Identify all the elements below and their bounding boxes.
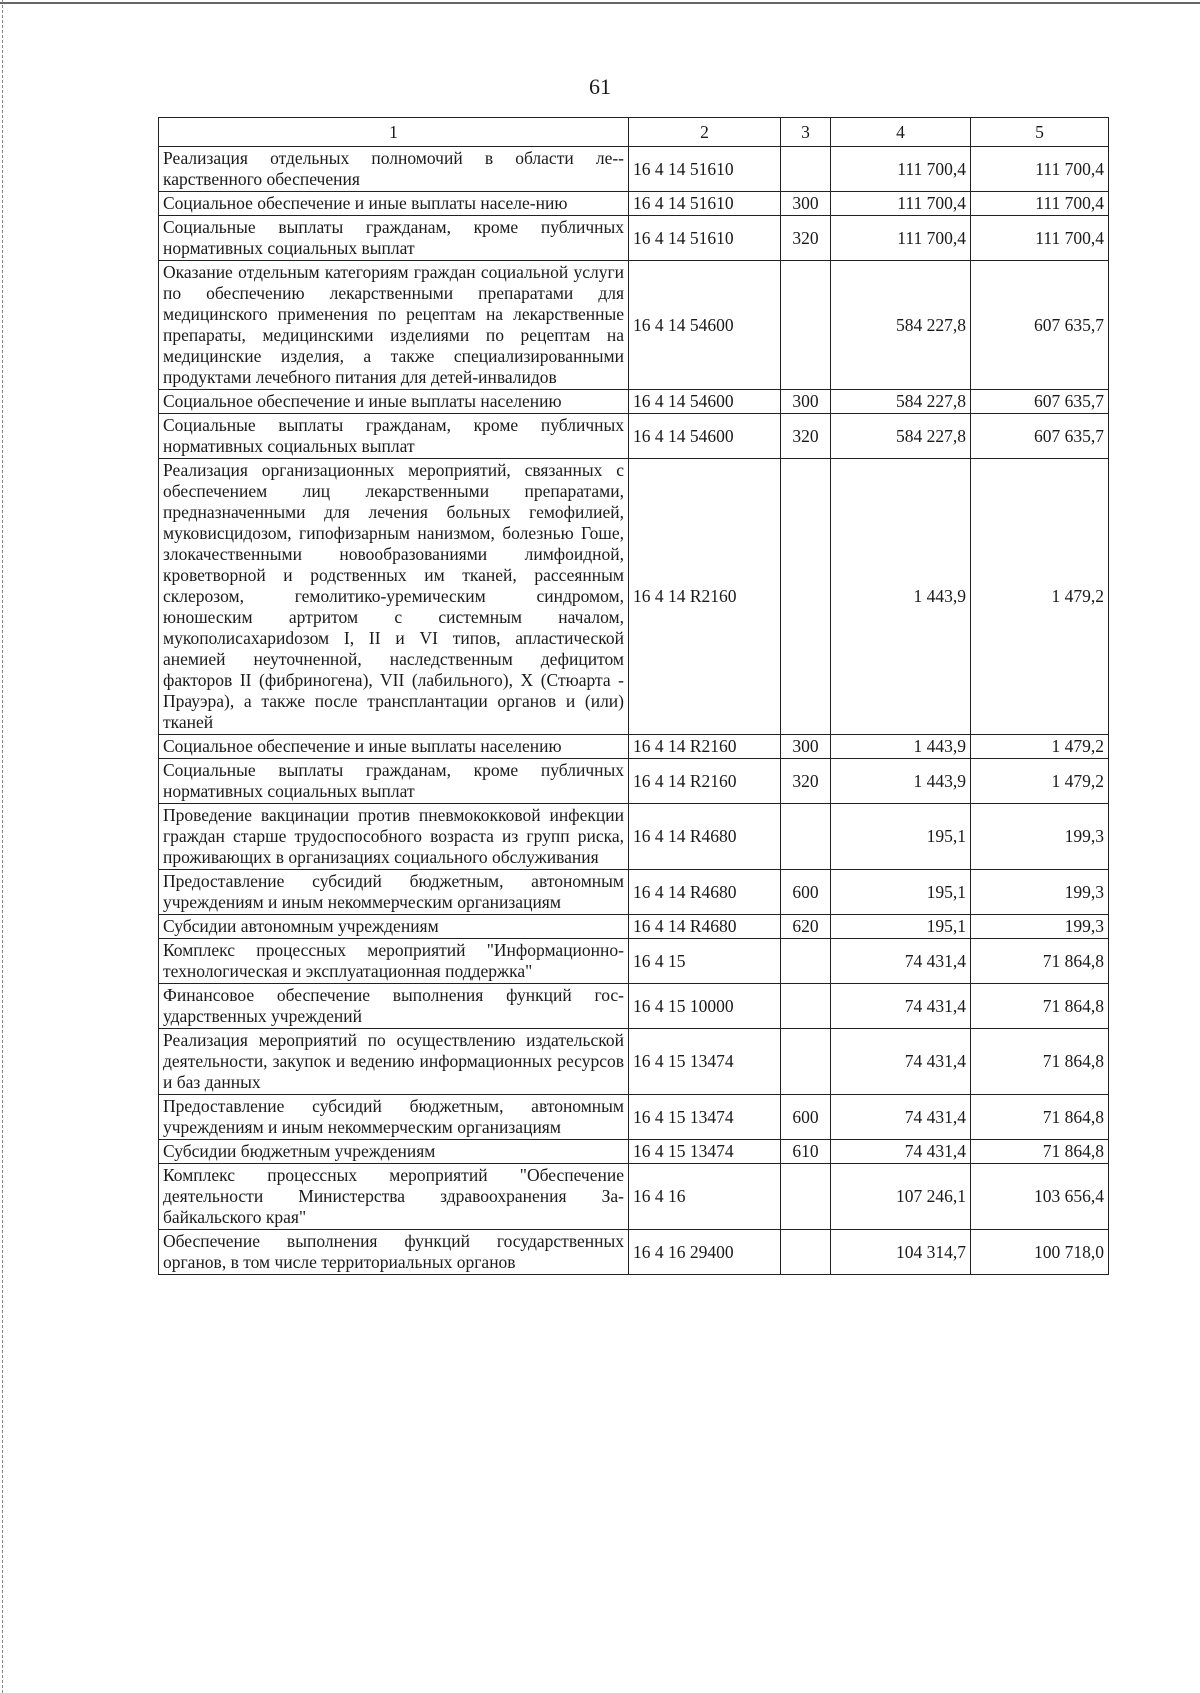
row-amount-year-2: 199,3 — [971, 915, 1109, 939]
row-amount-year-2: 71 864,8 — [971, 1140, 1109, 1164]
row-amount-year-1: 195,1 — [831, 804, 971, 870]
header-col-4: 4 — [831, 118, 971, 147]
row-name: Субсидии бюджетным учреждениям — [159, 1140, 629, 1164]
row-code: 16 4 14 54600 — [629, 261, 781, 390]
row-expense-type — [781, 804, 831, 870]
row-code: 16 4 14 54600 — [629, 414, 781, 459]
row-code: 16 4 16 29400 — [629, 1230, 781, 1275]
row-name: Обеспечение выполнения функций государственных органов, в том числе территориальных органов — [159, 1230, 629, 1275]
row-expense-type: 300 — [781, 390, 831, 414]
row-amount-year-2: 71 864,8 — [971, 984, 1109, 1029]
row-name: Комплекс процессных мероприятий "Обеспечение деятельности Министерства здравоохранения Забайкальского края" — [159, 1164, 629, 1230]
row-expense-type: 320 — [781, 414, 831, 459]
row-amount-year-2: 607 635,7 — [971, 414, 1109, 459]
row-amount-year-2: 100 718,0 — [971, 1230, 1109, 1275]
row-amount-year-2: 1 479,2 — [971, 459, 1109, 735]
row-amount-year-2: 71 864,8 — [971, 939, 1109, 984]
row-code: 16 4 14 R4680 — [629, 915, 781, 939]
row-code: 16 4 14 R2160 — [629, 735, 781, 759]
row-amount-year-2: 607 635,7 — [971, 261, 1109, 390]
row-name: Социальное обеспечение и иные выплаты населению — [159, 390, 629, 414]
row-amount-year-1: 74 431,4 — [831, 984, 971, 1029]
table-row — [159, 870, 1109, 915]
row-code: 16 4 16 — [629, 1164, 781, 1230]
row-name: Социальные выплаты гражданам, кроме публичных нормативных социальных выплат — [159, 216, 629, 261]
scan-left-edge — [2, 0, 3, 1693]
row-expense-type — [781, 1029, 831, 1095]
table-row — [159, 1029, 1109, 1095]
row-amount-year-2: 1 479,2 — [971, 759, 1109, 804]
row-amount-year-2: 1 479,2 — [971, 735, 1109, 759]
row-amount-year-1: 584 227,8 — [831, 390, 971, 414]
header-col-5: 5 — [971, 118, 1109, 147]
row-code: 16 4 14 R4680 — [629, 870, 781, 915]
table-row — [159, 147, 1109, 192]
table-body — [159, 147, 1109, 1275]
row-expense-type — [781, 1164, 831, 1230]
row-code: 16 4 15 — [629, 939, 781, 984]
table-row — [159, 984, 1109, 1029]
row-amount-year-2: 199,3 — [971, 804, 1109, 870]
row-expense-type — [781, 459, 831, 735]
row-name: Социальные выплаты гражданам, кроме публичных нормативных социальных выплат — [159, 414, 629, 459]
row-name: Реализация организационных мероприятий, связанных с обеспечением лиц лекарственными препаратами, предназначенными для лечения больных гемофилией, муковисцидозом, гипофизарным нанизмом, болезнью Гоше, злокачественными новообразованиями лимфоидной, кроветворной и родственных им тканей, рассеянным склерозом, гемолитико-уремическим синдромом, юношеским артритом с системным началом, мукополисахариdозом I, II и VI типов, апластической анемией неуточненной, наследственным дефицитом факторов II (фибриногена), VII (лабильного), X (Стюарта - Прауэра), а также после трансплантации органов и (или) тканей — [159, 459, 629, 735]
row-expense-type: 300 — [781, 735, 831, 759]
row-expense-type: 610 — [781, 1140, 831, 1164]
row-name: Предоставление субсидий бюджетным, автономным учреждениям и иным некоммерческим организациям — [159, 1095, 629, 1140]
header-col-1: 1 — [159, 118, 629, 147]
row-amount-year-1: 111 700,4 — [831, 192, 971, 216]
row-amount-year-2: 71 864,8 — [971, 1095, 1109, 1140]
budget-table — [158, 117, 1109, 1275]
table-row — [159, 1140, 1109, 1164]
row-amount-year-1: 195,1 — [831, 915, 971, 939]
row-name: Социальное обеспечение и иные выплаты населе-нию — [159, 192, 629, 216]
row-expense-type — [781, 147, 831, 192]
table-row — [159, 915, 1109, 939]
row-amount-year-1: 1 443,9 — [831, 735, 971, 759]
header-row — [159, 118, 1109, 147]
table-row — [159, 414, 1109, 459]
table-row — [159, 390, 1109, 414]
table-row — [159, 804, 1109, 870]
row-amount-year-1: 1 443,9 — [831, 459, 971, 735]
row-amount-year-1: 74 431,4 — [831, 1095, 971, 1140]
scan-top-edge — [0, 2, 1200, 4]
row-amount-year-2: 607 635,7 — [971, 390, 1109, 414]
table-row — [159, 1230, 1109, 1275]
row-expense-type — [781, 1230, 831, 1275]
row-amount-year-2: 103 656,4 — [971, 1164, 1109, 1230]
row-code: 16 4 14 51610 — [629, 216, 781, 261]
table-row — [159, 216, 1109, 261]
row-expense-type — [781, 939, 831, 984]
row-expense-type: 600 — [781, 870, 831, 915]
row-amount-year-1: 104 314,7 — [831, 1230, 971, 1275]
row-amount-year-1: 111 700,4 — [831, 147, 971, 192]
row-code: 16 4 15 13474 — [629, 1095, 781, 1140]
row-name: Комплекс процессных мероприятий "Информационно-технологическая и эксплуатационная поддержка" — [159, 939, 629, 984]
table-row — [159, 1095, 1109, 1140]
row-code: 16 4 14 54600 — [629, 390, 781, 414]
row-amount-year-1: 584 227,8 — [831, 414, 971, 459]
row-amount-year-1: 107 246,1 — [831, 1164, 971, 1230]
row-name: Реализация отдельных полномочий в области ле-карственного обеспечения — [159, 147, 629, 192]
row-code: 16 4 14 R2160 — [629, 759, 781, 804]
table-row — [159, 192, 1109, 216]
row-name: Социальные выплаты гражданам, кроме публичных нормативных социальных выплат — [159, 759, 629, 804]
row-name: Предоставление субсидий бюджетным, автономным учреждениям и иным некоммерческим организациям — [159, 870, 629, 915]
row-amount-year-1: 1 443,9 — [831, 759, 971, 804]
page-number: 61 — [589, 74, 611, 99]
table-row — [159, 939, 1109, 984]
row-name: Реализация мероприятий по осуществлению издательской деятельности, закупок и ведению информационных ресурсов и баз данных — [159, 1029, 629, 1095]
row-code: 16 4 15 13474 — [629, 1140, 781, 1164]
row-code: 16 4 14 R2160 — [629, 459, 781, 735]
row-code: 16 4 15 13474 — [629, 1029, 781, 1095]
row-code: 16 4 15 10000 — [629, 984, 781, 1029]
row-code: 16 4 14 51610 — [629, 192, 781, 216]
row-name: Социальное обеспечение и иные выплаты населению — [159, 735, 629, 759]
table-row — [159, 1164, 1109, 1230]
row-expense-type: 300 — [781, 192, 831, 216]
row-amount-year-1: 195,1 — [831, 870, 971, 915]
header-col-2: 2 — [629, 118, 781, 147]
table-row — [159, 261, 1109, 390]
row-expense-type: 620 — [781, 915, 831, 939]
row-expense-type: 600 — [781, 1095, 831, 1140]
row-amount-year-1: 74 431,4 — [831, 939, 971, 984]
row-name: Проведение вакцинации против пневмококковой инфекции граждан старше трудоспособного возраста из групп риска, проживающих в организациях социального обслуживания — [159, 804, 629, 870]
row-expense-type — [781, 984, 831, 1029]
row-expense-type: 320 — [781, 216, 831, 261]
row-amount-year-1: 111 700,4 — [831, 216, 971, 261]
row-amount-year-2: 199,3 — [971, 870, 1109, 915]
row-expense-type — [781, 261, 831, 390]
row-amount-year-2: 111 700,4 — [971, 147, 1109, 192]
row-code: 16 4 14 R4680 — [629, 804, 781, 870]
row-name: Субсидии автономным учреждениям — [159, 915, 629, 939]
row-amount-year-2: 111 700,4 — [971, 192, 1109, 216]
row-amount-year-1: 584 227,8 — [831, 261, 971, 390]
row-amount-year-1: 74 431,4 — [831, 1140, 971, 1164]
row-amount-year-2: 71 864,8 — [971, 1029, 1109, 1095]
row-amount-year-1: 74 431,4 — [831, 1029, 971, 1095]
table-row — [159, 735, 1109, 759]
table-row — [159, 459, 1109, 735]
header-col-3: 3 — [781, 118, 831, 147]
table-row — [159, 759, 1109, 804]
row-name: Финансовое обеспечение выполнения функций государственных учреждений — [159, 984, 629, 1029]
row-expense-type: 320 — [781, 759, 831, 804]
row-code: 16 4 14 51610 — [629, 147, 781, 192]
row-name: Оказание отдельным категориям граждан социальной услуги по обеспечению лекарственными препаратами для медицинского применения по рецептам на лекарственные препараты, медицинскими изделиями по рецептам на медицинские изделия, а также специализированными продуктами лечебного питания для детей-инвалидов — [159, 261, 629, 390]
row-amount-year-2: 111 700,4 — [971, 216, 1109, 261]
